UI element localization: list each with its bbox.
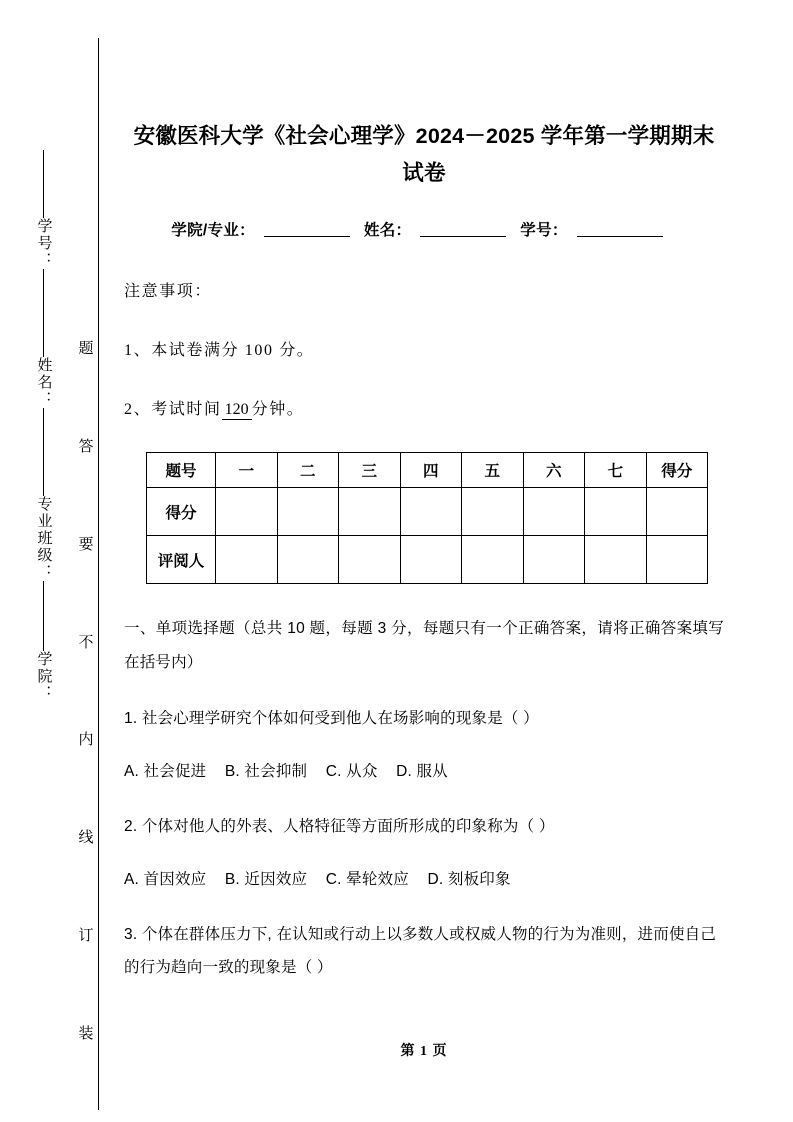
sidebar-blank-line-1	[43, 150, 44, 218]
question-1-option-c[interactable]: C. 从众	[325, 763, 378, 780]
student-info-fields	[124, 218, 724, 240]
sidebar-inner-rule	[98, 38, 99, 1110]
question-section	[124, 612, 724, 984]
score-cell-1[interactable]	[216, 488, 278, 536]
sidebar-blank-line-2	[43, 269, 44, 357]
question-2-option-d[interactable]: D. 刻板印象	[427, 871, 511, 888]
header-cell-2: 二	[277, 453, 339, 488]
notice-heading: 注意事项：	[124, 283, 213, 300]
question-2-text: 2. 个体对他人的外表、人格特征等方面所形成的印象称为（ ）	[124, 818, 555, 835]
score-cell-5[interactable]	[462, 488, 524, 536]
college-major-label: 学院/专业：	[171, 222, 255, 239]
question-1-option-d[interactable]: D. 服从	[396, 763, 448, 780]
sidebar-blank-line-3	[43, 408, 44, 496]
seal-char-6: 线	[76, 829, 93, 845]
reviewer-cell-6[interactable]	[523, 536, 585, 584]
notice-item-1: 1、本试卷满分 100 分。	[124, 342, 315, 359]
score-cell-6[interactable]	[523, 488, 585, 536]
question-2-options	[124, 863, 724, 896]
score-cell-total[interactable]	[646, 488, 708, 536]
seal-char-4: 不	[76, 633, 93, 649]
sidebar-seal-text	[72, 340, 96, 1040]
score-table	[146, 452, 708, 584]
question-2-option-b[interactable]: B. 近因效应	[224, 871, 308, 888]
notice-item-2-prefix: 2、考试时间	[124, 401, 222, 418]
seal-char-3: 要	[76, 535, 93, 551]
question-1-option-b[interactable]: B. 社会抑制	[224, 763, 308, 780]
reviewer-cell-4[interactable]	[400, 536, 462, 584]
score-cell-7[interactable]	[585, 488, 647, 536]
score-cell-3[interactable]	[339, 488, 401, 536]
score-cell-2[interactable]	[277, 488, 339, 536]
table-row-score	[147, 488, 708, 536]
exam-page-body	[124, 0, 724, 1122]
row-label-reviewer: 评阅人	[147, 536, 216, 584]
college-major-input[interactable]	[264, 222, 350, 237]
page-title: 安徽医科大学《社会心理学》2024－2025 学年第一学期期末试卷	[133, 124, 715, 185]
table-header-row	[147, 453, 708, 488]
page-footer: 第 1 页	[400, 1044, 448, 1059]
header-cell-6: 六	[523, 453, 585, 488]
binding-sidebar	[0, 0, 110, 1122]
reviewer-cell-total[interactable]	[646, 536, 708, 584]
seal-char-1: 题	[76, 340, 93, 355]
seal-char-8: 装	[76, 1024, 93, 1040]
sidebar-label-college: 学院：	[35, 651, 52, 702]
seal-char-5: 内	[76, 731, 93, 747]
sidebar-outer-labels	[20, 150, 66, 950]
question-2-option-a[interactable]: A. 首因效应	[124, 871, 207, 888]
header-cell-7: 七	[585, 453, 647, 488]
name-label: 姓名：	[363, 222, 412, 239]
question-1-option-a[interactable]: A. 社会促进	[124, 763, 207, 780]
reviewer-cell-5[interactable]	[462, 536, 524, 584]
student-id-label: 学号：	[520, 222, 568, 239]
sidebar-blank-line-4	[43, 581, 44, 651]
sidebar-label-name: 姓名：	[35, 357, 52, 408]
header-cell-5: 五	[462, 453, 524, 488]
reviewer-cell-2[interactable]	[277, 536, 339, 584]
table-row-reviewer	[147, 536, 708, 584]
reviewer-cell-1[interactable]	[216, 536, 278, 584]
exam-duration-value: 120	[222, 401, 252, 420]
question-1-options	[124, 755, 724, 788]
header-cell-total: 得分	[646, 453, 708, 488]
notice-item-2	[124, 396, 724, 419]
sidebar-label-class: 专业班级：	[35, 496, 52, 581]
sidebar-label-student-id: 学号：	[35, 218, 52, 269]
name-input[interactable]	[420, 222, 506, 237]
notice-item-2-suffix: 分钟。	[251, 401, 305, 418]
seal-char-7: 订	[76, 927, 93, 943]
header-cell-3: 三	[339, 453, 401, 488]
score-cell-4[interactable]	[400, 488, 462, 536]
header-cell-title: 题号	[147, 453, 216, 488]
header-cell-1: 一	[216, 453, 278, 488]
question-2-option-c[interactable]: C. 晕轮效应	[325, 871, 409, 888]
row-label-score: 得分	[147, 488, 216, 536]
section-heading: 一、单项选择题（总共 10 题，每题 3 分，每题只有一个正确答案，请将正确答案填写在括号内）	[124, 620, 724, 671]
question-3-text: 3. 个体在群体压力下, 在认知或行动上以多数人或权威人物的行为为准则，进而使自己的行为趋向一致的现象是（ ）	[124, 926, 717, 976]
seal-char-2: 答	[76, 437, 93, 453]
question-1-text: 1. 社会心理学研究个体如何受到他人在场影响的现象是（ ）	[124, 710, 539, 727]
header-cell-4: 四	[400, 453, 462, 488]
student-id-input[interactable]	[577, 222, 663, 237]
reviewer-cell-7[interactable]	[585, 536, 647, 584]
reviewer-cell-3[interactable]	[339, 536, 401, 584]
